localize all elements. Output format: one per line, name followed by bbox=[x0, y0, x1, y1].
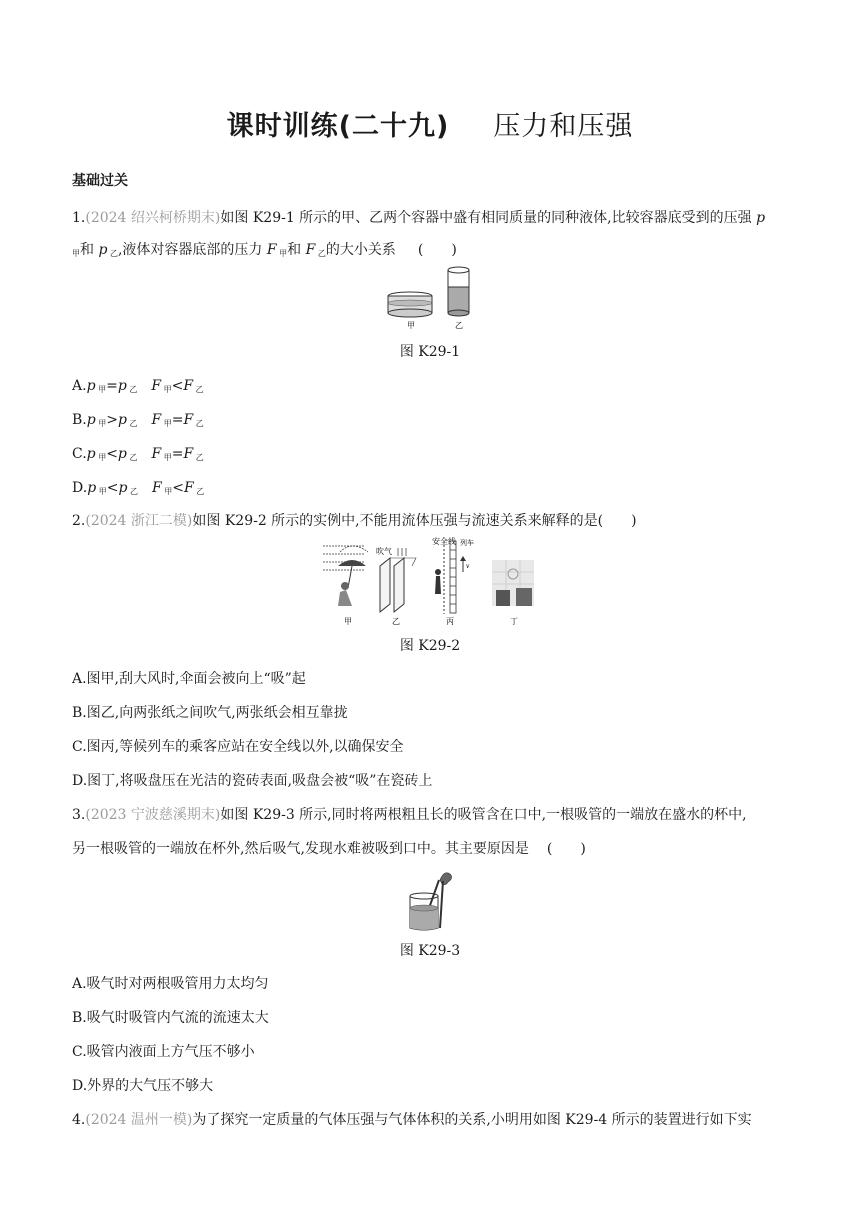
fig2-train-label: 列车 bbox=[460, 539, 474, 547]
figure-k29-1 bbox=[385, 265, 475, 335]
q1-option-d[interactable]: D.p 甲<p 乙 F 甲<F 乙 bbox=[72, 480, 205, 496]
q3-option-d[interactable]: D.外界的大气压不够大 bbox=[72, 1078, 214, 1094]
q2-stem: 2.(2024 浙江二模)如图 K29-2 所示的实例中,不能用流体压强与流速关系来解释的是( ) bbox=[72, 513, 637, 529]
q2-source: (2024 浙江二模) bbox=[85, 513, 193, 529]
q2-option-a[interactable]: A.图甲,刮大风时,伞面会被向上“吸”起 bbox=[72, 671, 306, 687]
q1-line-2: 甲和 p 乙,液体对容器底部的压力 F 甲和 F 乙的大小关系 ( ) bbox=[72, 242, 457, 258]
fig-k29-1-caption: 图 K29-1 bbox=[399, 344, 461, 360]
fig2-v-label: v bbox=[466, 563, 470, 570]
figure-k29-3 bbox=[402, 866, 462, 934]
q1-line-1: 1.(2024 绍兴柯桥期末)如图 K29-1 所示的甲、乙两个容器中盛有相同质量的同种液体,比较容器底受到的压强 p bbox=[72, 210, 766, 226]
page-title bbox=[0, 104, 860, 143]
q2-option-b[interactable]: B.图乙,向两张纸之间吹气,两张纸会相互靠拢 bbox=[72, 705, 348, 721]
q1-option-b[interactable]: B.p 甲>p 乙 F 甲=F 乙 bbox=[72, 412, 204, 428]
q1-option-c[interactable]: C.p 甲<p 乙 F 甲=F 乙 bbox=[72, 446, 204, 462]
fig2-label-jia: 甲 bbox=[344, 617, 352, 626]
fig2-label-yi: 乙 bbox=[392, 617, 400, 626]
section-heading: 基础过关 bbox=[72, 173, 128, 189]
figure-k29-2 bbox=[320, 536, 540, 628]
q3-source: (2023 宁波慈溪期末) bbox=[85, 807, 221, 823]
q3-option-c[interactable]: C.吸管内液面上方气压不够小 bbox=[72, 1044, 255, 1060]
q3-option-b[interactable]: B.吸气时吸管内气流的流速太大 bbox=[72, 1010, 269, 1026]
q1-text-a: 如图 K29-1 所示的甲、乙两个容器中盛有相同质量的同种液体,比较容器底受到的压强 bbox=[220, 210, 757, 226]
fig2-label-bing: 丙 bbox=[446, 617, 454, 626]
q4-stem: 4.(2024 温州一模)为了探究一定质量的气体压强与气体体积的关系,小明用如图 K29-4 所示的装置进行如下实 bbox=[72, 1112, 752, 1128]
q3-line-1: 3.(2023 宁波慈溪期末)如图 K29-3 所示,同时将两根粗且长的吸管含在口中,一根吸管的一端放在盛水的杯中, bbox=[72, 807, 747, 823]
q1-source: (2024 绍兴柯桥期末) bbox=[85, 210, 221, 226]
title-main: 课时训练(二十九) bbox=[226, 111, 450, 142]
fig-k29-2-caption: 图 K29-2 bbox=[399, 638, 461, 654]
q3-answer-bracket: ( ) bbox=[546, 841, 586, 857]
fig1-label-jia: 甲 bbox=[407, 321, 415, 330]
q1-option-a[interactable]: A.p 甲=p 乙 F 甲<F 乙 bbox=[72, 378, 204, 394]
q1-answer-bracket: ( ) bbox=[417, 242, 457, 258]
q2-option-c[interactable]: C.图丙,等候列车的乘客应站在安全线以外,以确保安全 bbox=[72, 739, 404, 755]
fig1-label-yi: 乙 bbox=[455, 321, 463, 330]
q4-source: (2024 温州一模) bbox=[85, 1112, 193, 1128]
fig2-safety-label: 安全线 bbox=[432, 537, 456, 546]
q2-option-d[interactable]: D.图丁,将吸盘压在光洁的瓷砖表面,吸盘会被“吸”在瓷砖上 bbox=[72, 773, 433, 789]
fig-k29-3-caption: 图 K29-3 bbox=[399, 943, 461, 959]
q3-line-2: 另一根吸管的一端放在杯外,然后吸气,发现水难被吸到口中。其主要原因是 ( ) bbox=[72, 841, 586, 857]
title-sub: 压力和压强 bbox=[493, 111, 634, 142]
fig2-blow-text: 吹气 bbox=[376, 547, 392, 556]
fig2-label-ding: 丁 bbox=[510, 617, 518, 626]
q3-option-a[interactable]: A.吸气时对两根吸管用力太均匀 bbox=[72, 976, 269, 992]
